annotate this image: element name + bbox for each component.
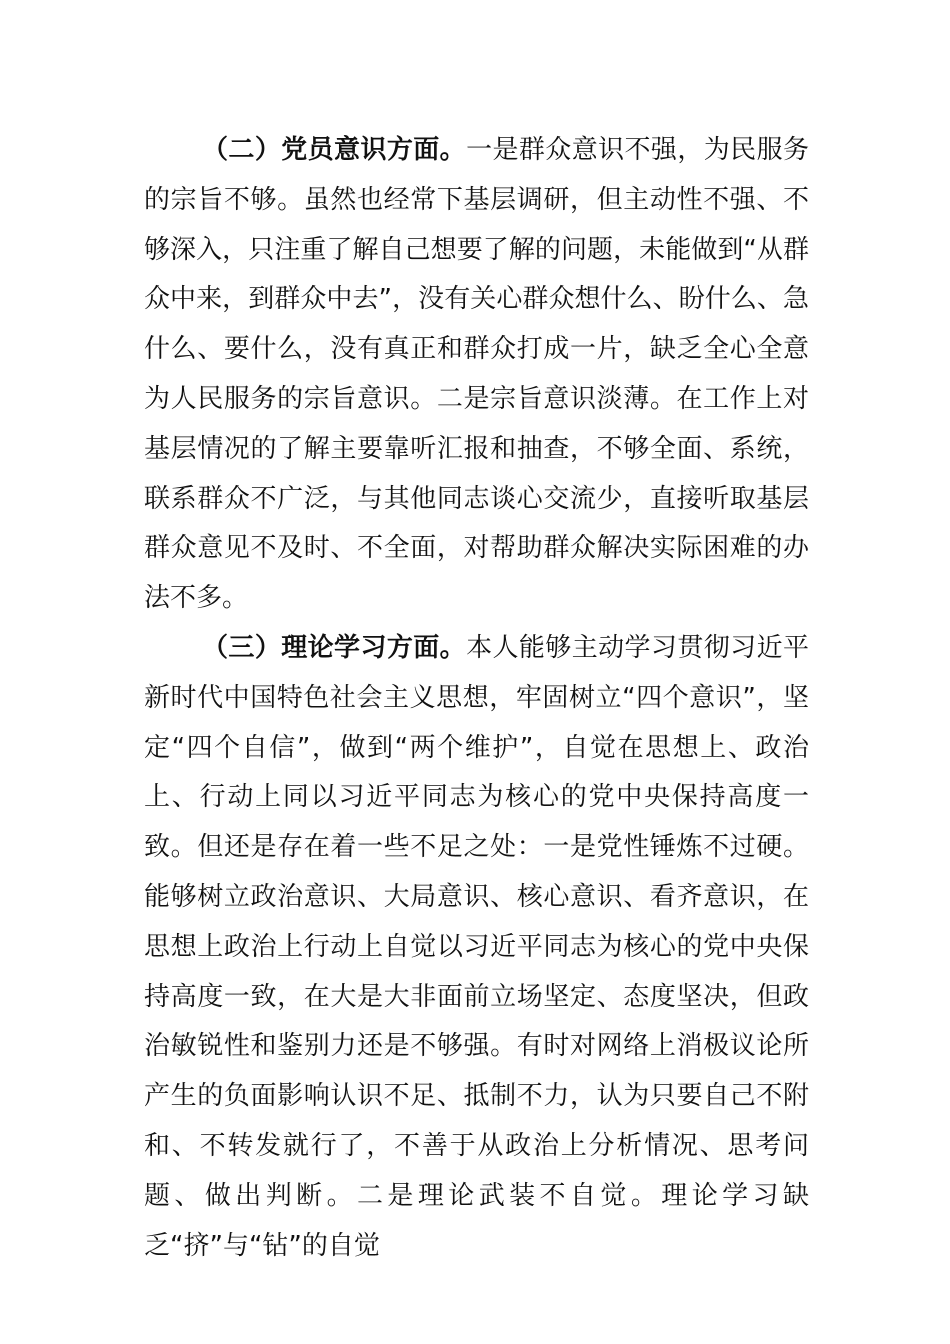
paragraph-theory-study: [144, 624, 809, 1271]
paragraph-party-awareness: [144, 126, 809, 624]
paragraph-text-theory-study: 本人能够主动学习贯彻习近平新时代中国特色社会主义思想，牢固树立“四个意识”，坚定“四个自信”，做到“两个维护”，自觉在思想上、政治上、行动上同以习近平同志为核心的党中央保持高度一致。但还是存在着一些不足之处：一是党性锤炼不过硬。能够树立政治意识、大局意识、核心意识、看齐意识，在思想上政治上行动上自觉以习近平同志为核心的党中央保持高度一致，在大是大非面前立场坚定、态度坚决，但政治敏锐性和鉴别力还是不够强。有时对网络上消极议论所产生的负面影响认识不足、抵制不力，认为只要自己不附和、不转发就行了，不善于从政治上分析情况、思考问题、做出判断。二是理论武装不自觉。理论学习缺乏“挤”与“钻”的自觉: [144, 632, 809, 1261]
section-heading-theory-study: （三）理论学习方面。: [202, 632, 467, 663]
paragraph-text-party-awareness: 一是群众意识不强，为民服务的宗旨不够。虽然也经常下基层调研，但主动性不强、不够深入，只注重了解自己想要了解的问题，未能做到“从群众中来，到群众中去”，没有关心群众想什么、盼什么、急什么、要什么，没有真正和群众打成一片，缺乏全心全意为人民服务的宗旨意识。二是宗旨意识淡薄。在工作上对基层情况的了解主要靠听汇报和抽查，不够全面、系统，联系群众不广泛，与其他同志谈心交流少，直接听取基层群众意见不及时、不全面，对帮助群众解决实际困难的办法不多。: [144, 135, 809, 614]
document-body: [144, 126, 809, 1271]
section-heading-party-awareness: （二）党员意识方面。: [202, 135, 467, 165]
